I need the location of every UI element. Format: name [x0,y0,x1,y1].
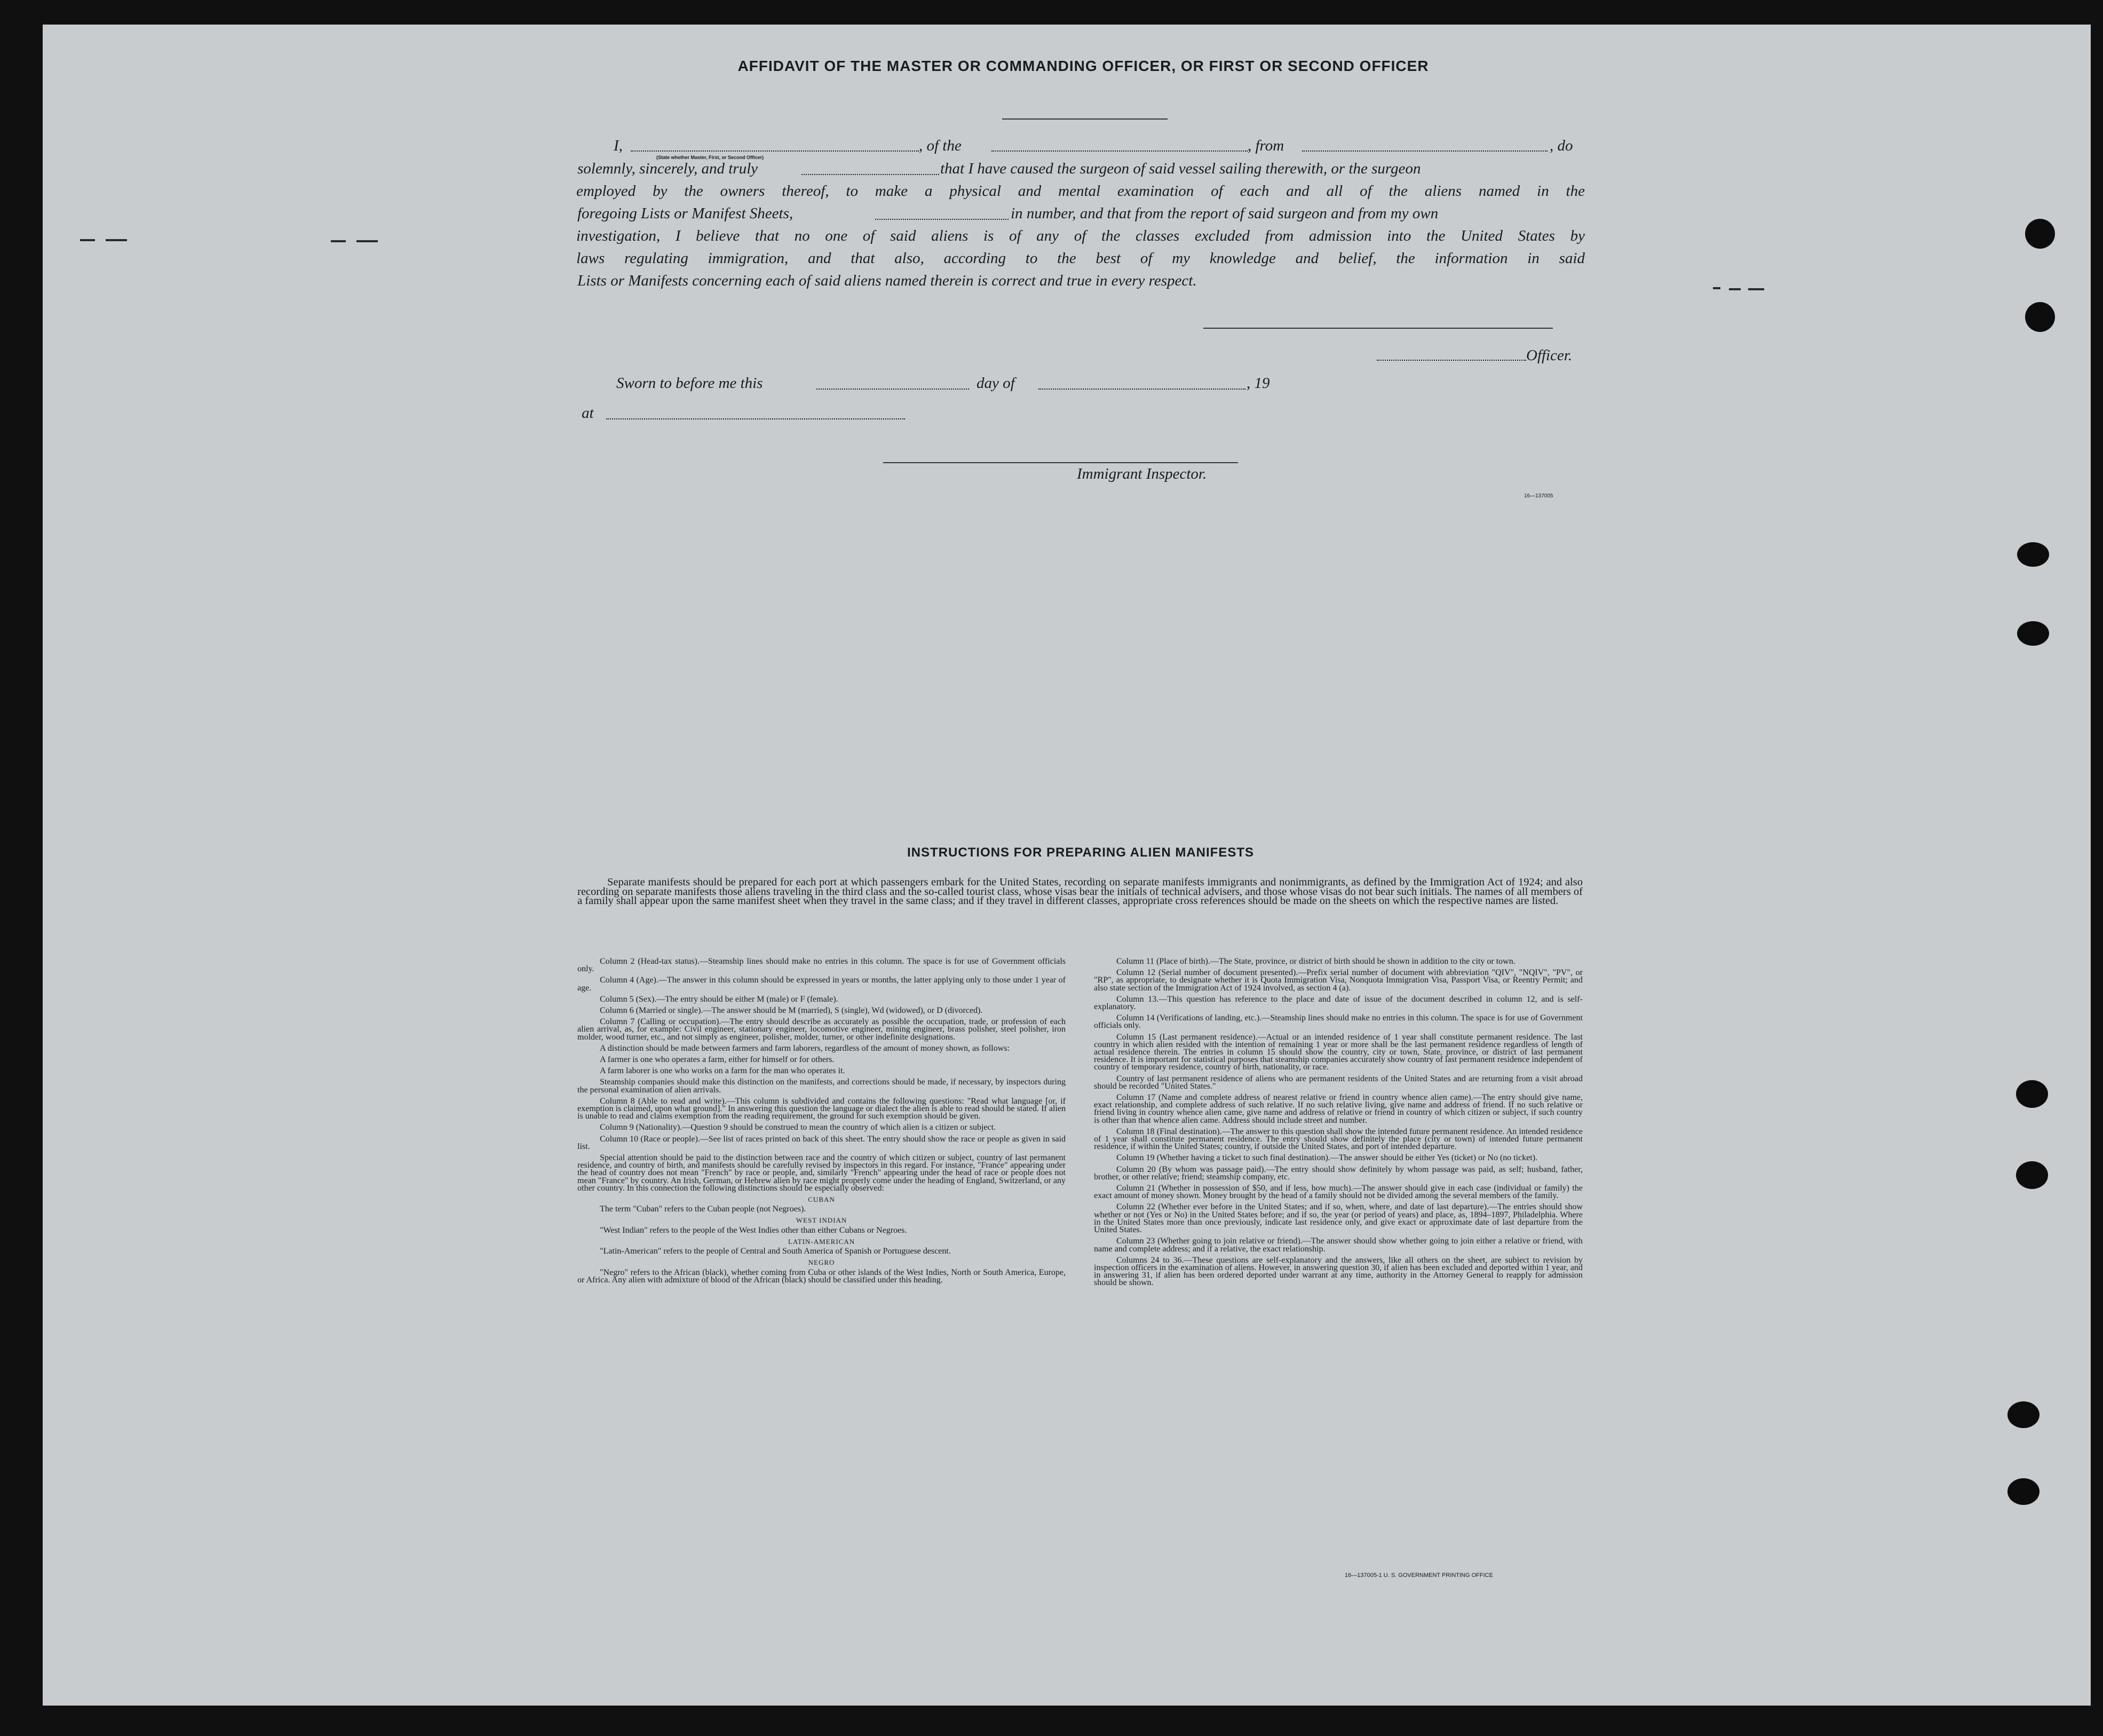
instruction-paragraph: "Negro" refers to the African (black), whether coming from Cuba or other islands of the West Indies, North or South America, Europe, or Africa. Any alien with admixture of blood of the African (black) should be classified under this heading. [577,1267,1066,1285]
instruction-paragraph: Country of last permanent residence of aliens who are permanent residents of the United States and are returning from a visit abroad should be recorded "United States." [1094,1074,1583,1091]
instruction-paragraph: Column 5 (Sex).—The entry should be either M (male) or F (female). [600,994,838,1004]
instructions-right-column [1094,958,1583,1291]
instruction-paragraph: Column 14 (Verifications of landing, etc.).—Steamship lines should make no entries in this column. The space is for use of Government officials only. [1094,1013,1583,1030]
instruction-paragraph: Column 19 (Whether having a ticket to such final destination).—The answer should be either Yes (ticket) or No (no ticket). [1116,1153,1538,1163]
instruction-paragraph: Column 9 (Nationality).—Question 9 should be construed to mean the country of which alien is a citizen or subject. [600,1123,996,1132]
officer-signature-field[interactable] [1377,360,1526,361]
punch-hole [2025,302,2055,332]
instruction-paragraph: Column 23 (Whether going to join relative or friend).—The answer should show whether going to join either a relative or friend, with name and complete address; and if a relative, the exact relationship. [1094,1236,1583,1254]
punch-hole [2007,1401,2039,1428]
officer-label: Officer. [1526,347,1573,364]
sheet-count-field[interactable] [875,219,1009,220]
officer-rank-field[interactable] [631,150,919,152]
instruction-paragraph: Column 4 (Age).—The answer in this column should be expressed in years or months, the latter applying only to those under 1 year of age. [577,976,1066,993]
year-label: , 19 [1247,375,1270,392]
affidavit-line-4a: foregoing Lists or Manifest Sheets, [577,205,793,222]
instruction-paragraph: Column 12 (Serial number of document presented).—Prefix serial number of document with abbreviation "QIV", "NQIV", "PV", or "RP", as appropriate, to designate whether it is Quota Immigration Visa, Nonquota Immigration Visa, Passport Visa, or Reentry Permit; and also state section of the Immigration Act of 1924 involved, as section 4 (a). [1094,968,1583,993]
stray-mark [356,240,378,242]
punch-hole [2007,1478,2039,1505]
sworn-place-field[interactable] [606,418,905,419]
punch-hole [2016,1080,2048,1108]
signature-line[interactable] [1203,328,1553,329]
punch-hole [2017,621,2049,646]
instruction-paragraph: A farm laborer is one who works on a farm for the man who operates it. [600,1066,845,1076]
oath-type-field[interactable] [801,174,939,175]
instruction-paragraph: Column 22 (Whether ever before in the United States; and if so, when, where, and date of last departure).—The entries should show whether or not (Yes or No) in the United States before; and if so, the year (or period of years) and place, as, 1894–1897, Philadelphia. Where in the United States more than once previously, indicate last residence only, and give exact or approximate date of last departure from the United States. [1094,1202,1583,1235]
instruction-paragraph: A farmer is one who operates a farm, either for himself or for others. [600,1055,835,1065]
vessel-name-field[interactable] [991,150,1248,152]
punch-hole [2017,542,2049,567]
departure-port-field[interactable] [1302,150,1548,152]
affidavit-line-4b: in number, and that from the report of said surgeon and from my own [1011,205,1439,222]
instruction-paragraph: Columns 24 to 36.—These questions are self-explanatory and the answers, like all others on the sheet, are subject to revision by inspection officers in the examination of aliens. However, in answering question 30, if alien has been excluded and deported within 1 year, and in answering 31, if alien has been ordered deported under warrant at any time, authority in the Attorney General to reapply for admission should be shown. [1094,1255,1583,1288]
affidavit-line-7: Lists or Manifests concerning each of said aliens named therein is correct and true in every respect. [577,272,1197,289]
affidavit-from: , from [1248,137,1284,154]
day-of-label: day of [977,375,1015,392]
sworn-month-field[interactable] [1038,389,1245,390]
stray-mark [106,239,127,241]
instruction-paragraph: Column 20 (By whom was passage paid).—The entry should show definitely by whom passage was paid, as self; husband, father, brother, or other relative; friend; steamship company, etc. [1094,1164,1583,1182]
instruction-paragraph: Column 7 (Calling or occupation).—The entry should describe as accurately as possible the occupation, trade, or profession of each alien arrival, as, for example: Civil engineer, stationary engineer, locomotive engineer, mining engineer, brass polisher, steel polisher, iron molder, wood turner, etc., and not simply as engineer, polisher, molder, turner, or other indefinite designations. [577,1017,1066,1042]
instructions-left-column [577,958,1066,1288]
sworn-label: Sworn to before me this [616,375,763,392]
affidavit-i: I, [614,137,623,154]
instruction-paragraph: Column 15 (Last permanent residence).—Actual or an intended residence of 1 year shall constitute permanent residence. The last country in which alien resided with the intention of remaining 1 year or more shall be the last permanent residence regardless of length of actual residence therein. The entries in column 15 should show the country, city or town, State, province, or district of last permanent residence. It is important for statistical purposes that steamship companies accurately show country of last permanent residence independent of country of temporary residence, country of birth, nationality, or race. [1094,1032,1583,1072]
punch-hole [2016,1161,2048,1189]
instruction-paragraph: "West Indian" refers to the people of the West Indies other than either Cubans or Negroes. [600,1225,907,1235]
punch-hole [2025,219,2055,249]
instruction-paragraph: Steamship companies should make this distinction on the manifests, and corrections should be made, if necessary, by inspectors during the personal examination of alien arrivals. [577,1077,1066,1095]
heading-west-indian: WEST INDIAN [796,1216,847,1225]
title-rule [1002,118,1168,120]
affidavit-line-5: investigation, I believe that no one of said aliens is of any of the classes excluded from admission into the United States by [576,227,1585,244]
officer-rank-hint: (State whether Master, First, or Second Officer) [656,155,764,160]
inspector-signature-line[interactable] [883,462,1238,463]
heading-negro: NEGRO [808,1258,835,1267]
affidavit-line-3: employed by the owners thereof, to make a physical and mental examination of each and all of the aliens named in the [576,183,1585,200]
instruction-paragraph: Column 8 (Able to read and write).—This column is subdivided and contains the following questions: "Read what language [or, if exemption is claimed, upon what ground]." In answering this question the language or dialect the alien is able to read should be stated. If alien is unable to read and claims exemption from the reading requirement, the ground for such exemption should be given. [577,1096,1066,1121]
heading-cuban: CUBAN [808,1195,835,1204]
instruction-paragraph: "Latin-American" refers to the people of Central and South America of Spanish or Portuguese descent. [600,1247,951,1256]
instruction-paragraph: Special attention should be paid to the distinction between race and the country of which citizen or subject, country of last permanent residence, and country of birth, and manifests should be carefully revised by inspectors in this regard. For instance, "France" appearing under the head of country does not mean "French" by race or people, and, similarly "French" appearing under the head of race or people does not mean "France" by country. An Irish, German, or Hebrew alien by race might properly come under the heading of England, Switzerland, or any other country. In this connection the following distinctions should be especially observed: [577,1153,1066,1193]
affidavit-line-2b: that I have caused the surgeon of said vessel sailing therewith, or the surgeon [940,160,1421,177]
stray-mark [1729,288,1741,290]
at-label: at [582,405,594,422]
stray-mark [1713,287,1720,289]
instruction-paragraph: Column 13.—This question has reference to the place and date of issue of the document described in column 12, and is self-explanatory. [1094,994,1583,1012]
inspector-label: Immigrant Inspector. [1077,465,1207,482]
heading-latin-american: LATIN-AMERICAN [788,1237,855,1246]
instructions-intro: Separate manifests should be prepared for each port at which passengers embark for the United States, recording on separate manifests immigrants and nonimmigrants, as defined by the Immigration Act of 1924; and also recording on separate manifests those aliens traveling in the third class and the so-called tourist class, whose visas bear the initials of technical advisers, and those whose visas do not bear such initials. The names of all members of a family shall appear upon the same manifest sheet when they travel in the same class; and if they travel in different classes, appropriate cross references should be made on the sheets on which the respective names are listed. [577,876,1583,907]
instructions-title: INSTRUCTIONS FOR PREPARING ALIEN MANIFESTS [907,845,1254,860]
affidavit-line-2a: solemnly, sincerely, and truly [577,160,758,177]
instruction-paragraph: The term "Cuban" refers to the Cuban people (not Negroes). [600,1204,806,1214]
form-number: 16—137005 [1524,493,1553,499]
instruction-paragraph: Column 11 (Place of birth).—The State, province, or district of birth should be shown in addition to the city or town. [1116,957,1515,966]
affidavit-of-the: , of the [919,137,962,154]
printing-office-footer: 16—137005-1 U. S. GOVERNMENT PRINTING OFFICE [1345,1572,1493,1579]
instruction-paragraph: Column 17 (Name and complete address of nearest relative or friend in country whence alien came).—The entry should give name, exact relationship, and complete address of such relative. If no such relative living, give name and address of friend. If no such relative or friend living in country whence alien came, give name and address of relative or friend in country of which citizen or subject, if such country is other than that whence alien came. Address should include street and number. [1094,1093,1583,1125]
stray-mark [80,239,95,241]
affidavit-do: , do [1550,137,1573,154]
stray-mark [331,240,346,242]
stray-mark [1748,288,1764,290]
instruction-paragraph: Column 10 (Race or people).—See list of races printed on back of this sheet. The entry should show the race or people as given in said list. [577,1134,1066,1151]
instruction-paragraph: Column 2 (Head-tax status).—Steamship lines should make no entries in this column. The space is for use of Government officials only. [577,957,1066,974]
affidavit-line-6: laws regulating immigration, and that also, according to the best of my knowledge and belief, the information in said [576,250,1585,267]
instruction-paragraph: Column 21 (Whether in possession of $50, and if less, how much).—The answer should give in each case (individual or family) the exact amount of money shown. Money brought by the head of a family should not be divided among the several members of the family. [1094,1184,1583,1201]
affidavit-title: AFFIDAVIT OF THE MASTER OR COMMANDING OFFICER, OR FIRST OR SECOND OFFICER [737,58,1429,74]
instruction-paragraph: A distinction should be made between farmers and farm laborers, regardless of the amount of money shown, as follows: [600,1043,1010,1053]
instruction-paragraph: Column 6 (Married or single).—The answer should be M (married), S (single), Wd (widowed), or D (divorced). [600,1006,983,1016]
instruction-paragraph: Column 18 (Final destination).—The answer to this question shall show the intended future permanent residence. An intended residence of 1 year shall constitute permanent residence. The entry should show definitely the place (city or town) of intended future permanent residence, if within the United States; country, if outside the United States, and port of intended departure. [1094,1127,1583,1152]
sworn-day-field[interactable] [816,389,969,390]
